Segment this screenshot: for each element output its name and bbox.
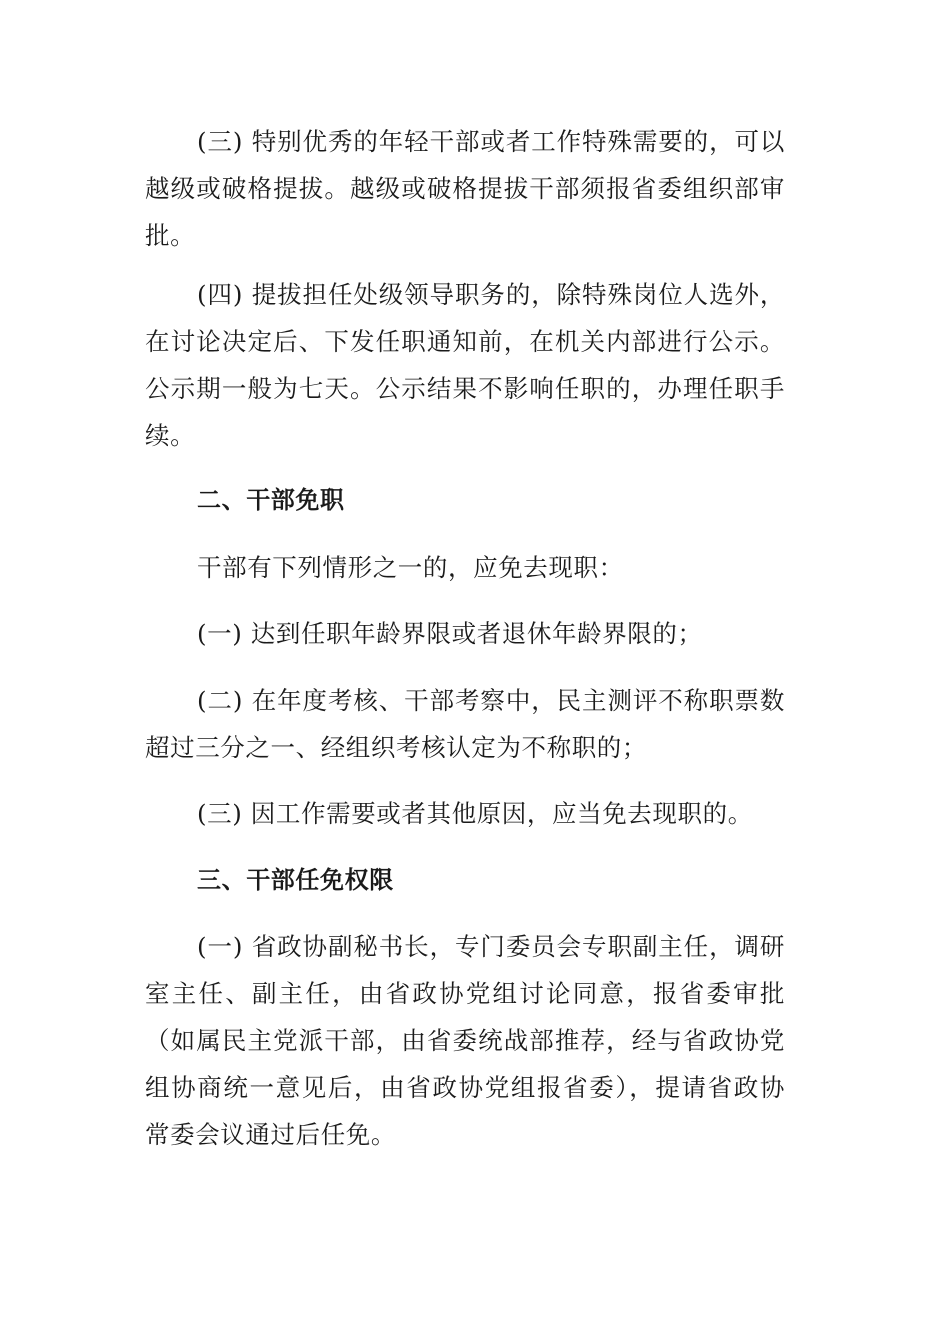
paragraph-dismissal-item-1: (一) 达到任职年龄界限或者退休年龄界限的；	[197, 619, 703, 648]
paragraph-dismissal-intro: 干部有下列情形之一的，应免去现职：	[197, 553, 624, 582]
paragraph-authority-item-1: (一) 省政协副秘书长，专门委员会专职副主任，调研室主任、副主任，由省政协党组讨论同意，报省委审批（如属民主党派干部，由省委统战部推荐，经与省政协党组协商统一意见后，由省政协党组报省委），提请省政协常委会议通过后任免。	[145, 932, 785, 1149]
section-heading-authority: 三、干部任免权限	[197, 866, 394, 894]
paragraph-dismissal-item-2: (二) 在年度考核、干部考察中，民主测评不称职票数超过三分之一、经组织考核认定为不称职的；	[145, 686, 785, 762]
paragraph-special-promotion: (三) 特别优秀的年轻干部或者工作特殊需要的，可以越级或破格提拔。越级或破格提拔干部须报省委组织部审批。	[145, 127, 785, 250]
section-heading-dismissal: 二、干部免职	[197, 486, 345, 514]
paragraph-dismissal-item-3: (三) 因工作需要或者其他原因，应当免去现职的。	[197, 799, 753, 828]
paragraph-publicity: (四) 提拔担任处级领导职务的，除特殊岗位人选外，在讨论决定后、下发任职通知前，在机关内部进行公示。公示期一般为七天。公示结果不影响任职的，办理任职手续。	[145, 280, 785, 450]
